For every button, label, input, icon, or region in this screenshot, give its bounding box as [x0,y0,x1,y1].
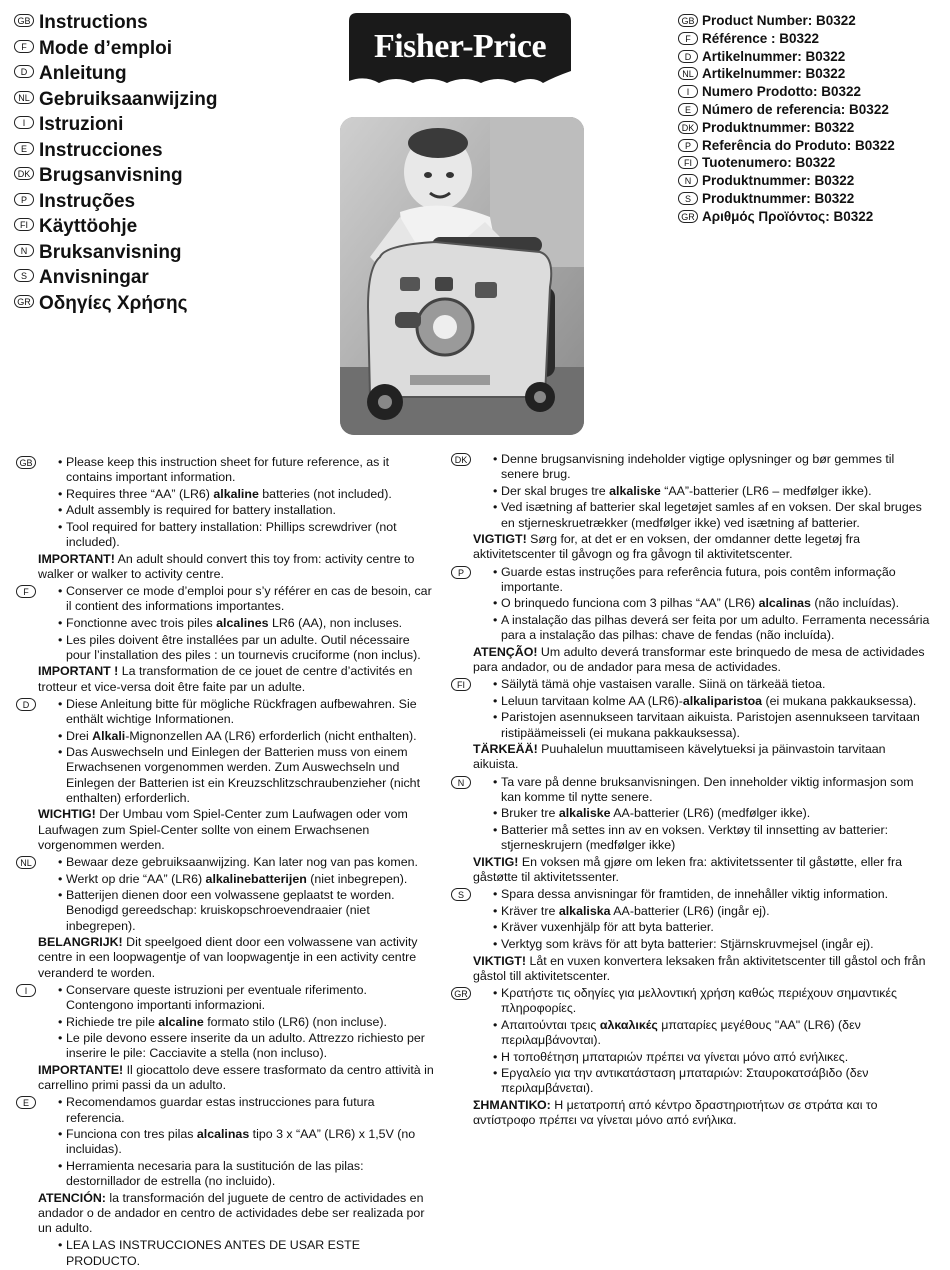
bullet-text: Batterijen dienen door een volwassene geplaatst te worden. Benodigd gereedschap: kruiskopschroevendraaier (niet inbegrepen). [66,888,395,933]
warning-paragraph [473,855,931,885]
bullet-text: Guarde estas instruções para referência futura, pois contêm informação importante. [501,564,896,594]
warning-label: WICHTIG! [38,807,96,822]
bullet-text: Le pile devono essere inserite da un adulto. Attrezzo richiesto per inserire le pile: Cacciavite a stella (non incluso). [66,1031,425,1061]
bullet-text-end: AA-batterier (LR6) (ingår ej). [610,903,770,918]
bullet-item [38,745,436,806]
warning-paragraph [38,1191,436,1237]
bullet-text: A instalação das pilhas deverá ser feita por um adulto. Ferramenta necessária para a instalação das pilhas: chave de fendas (não incluída). [501,612,930,643]
language-code-badge: E [678,103,698,116]
product-number [678,208,895,226]
warning-text: Sørg for, at det er en voksen, der omdanner dette legetøj fra aktivitetscenter til gåvogn og fra gåvogn til aktivitetscenter. [473,532,861,562]
language-code-badge: P [14,193,34,206]
bullet-text-end: μπαταρίες μεγέθους "AA" (LR6) (δεν περιλαμβάνονται). [501,1017,861,1047]
bullet-item [38,520,436,550]
product-number-list [678,12,895,226]
bullet-bold-text: alkaliska [558,903,611,918]
bullet-text: Paristojen asennukseen tarvitaan aikuista. Paristojen asennukseen tarvitaan ristipäämeisseli (ei mukana pakkauksessa). [501,710,920,740]
language-code-badge: P [678,139,698,152]
warning-text: Dit speelgoed dient door een volwassene van activity centre in een loopwagentje of van loopwagentje in een activity centre veranderd te worden. [38,935,418,980]
product-number [678,65,895,83]
language-code-badge: NL [14,91,34,104]
bullet-item [473,1066,931,1096]
bullet-item [473,904,931,919]
bullet-text: Please keep this instruction sheet for future reference, as it contains important information. [66,455,390,485]
bullet-item [473,775,931,805]
language-code-badge: D [16,698,36,711]
language-code-badge: GR [451,987,471,1000]
language-title [14,293,217,319]
bullet-text: Bruker tre [501,806,559,821]
warning-paragraph [473,645,931,675]
bullet-text-end: (niet inbegrepen). [306,871,408,886]
product-photo [340,117,584,435]
bullet-item [38,487,436,502]
language-code-badge: FI [678,156,698,169]
product-number [678,154,895,172]
bullet-bold-text: αλκαλικές [599,1017,658,1032]
language-code-badge: D [14,65,34,78]
bullet-bold-text: alkaliske [609,483,661,498]
bullet-item [473,452,931,482]
warning-text: Puuhalelun muuttamiseen kävelytueksi ja päinvastoin tarvitaan aikuista. [473,742,886,772]
warning-label: VIGTIGT! [473,532,527,547]
bullet-item [473,596,931,611]
bullet-text-end: (ei mukana pakkauksessa). [762,693,917,708]
language-code-badge: N [678,174,698,187]
bullet-text-end: LR6 (AA), non incluses. [268,615,403,630]
language-code-badge: S [678,192,698,205]
warning-text: Um adulto deverá transformar este brinquedo de mesa de actividades para andador, ou de andador para mesa de actividades. [473,644,925,674]
bullet-item [38,1159,436,1189]
warning-text: An adult should convert this toy from: activity centre to walker or walker to activity centre. [38,551,415,581]
language-title-text: Bruksanvisning [39,241,182,263]
bullet-item [473,500,931,530]
warning-paragraph [38,807,436,853]
bullet-bold-text: alkalinebatterijen [205,871,307,886]
bullet-text: Conservare queste istruzioni per eventuale riferimento. Contengono importanti informazioni. [66,982,367,1012]
bullet-text: Batterier må settes inn av en voksen. Verktøy til innsetting av batterier: stjerneskrujern (medfølger ikke) [501,822,889,853]
language-code-badge: GB [678,14,698,27]
language-title [14,63,217,89]
language-code-badge: GB [14,14,34,27]
bullet-item [473,806,931,821]
bullet-text-end: tipo 3 x “AA” (LR6) x 1,5V (no incluidas). [66,1127,416,1157]
bullet-text: Requires three “AA” (LR6) [66,486,214,501]
language-code-badge: NL [16,856,36,869]
bullet-item [473,937,931,952]
bullet-bold-text: alcalines [216,615,269,630]
product-number [678,119,895,137]
bullet-text: Εργαλείο για την αντικατάσταση μπαταριών: Σταυροκατσάβιδο (δεν περιλαμβάνεται). [501,1066,869,1096]
bullet-item [473,1050,931,1065]
warning-label: ΣΗΜΑΝΤΙΚΟ: [473,1097,551,1112]
instruction-section [451,677,931,772]
language-title [14,12,217,38]
language-code-badge: FI [451,678,471,691]
bullet-text: Werkt op drie “AA” (LR6) [66,871,206,886]
language-code-badge: I [14,116,34,129]
product-number-text: Numero Prodotto: B0322 [702,84,862,100]
bullet-text: Η τοποθέτηση μπαταριών πρέπει να γίνεται μόνο από ενήλικες. [501,1049,849,1064]
language-title-text: Mode d’emploi [39,37,172,59]
instructions-column-left [16,455,436,1270]
warning-label: VIKTIG! [473,854,519,869]
language-title-text: Anleitung [39,63,127,84]
language-title-text: Instructions [39,12,148,33]
bullet-item [473,986,931,1016]
language-title-text: Istruzioni [39,114,124,135]
product-number-text: Referência do Produto: B0322 [702,137,895,153]
warning-text: Der Umbau vom Spiel-Center zum Laufwagen oder vom Laufwagen zum Spiel-Center sollte von einem Erwachsenen vorgenommen werden. [38,807,408,852]
warning-paragraph [473,1098,931,1128]
language-title-text: Οδηγίες Χρήσης [39,292,188,314]
bullet-text-end: -Mignonzellen AA (LR6) erforderlich (nicht enthalten). [125,728,417,743]
bullet-item [473,823,931,853]
language-code-badge: F [16,585,36,598]
bullet-item [473,484,931,499]
warning-paragraph [473,742,931,772]
language-title [14,114,217,140]
product-number [678,12,895,30]
language-code-badge: FI [14,218,34,231]
language-title [14,191,217,217]
instruction-section [451,887,931,984]
warning-label: IMPORTANTE! [38,1062,124,1077]
bullet-bold-text: alcalinas [196,1127,250,1142]
bullet-text-end: (não incluídas). [810,596,900,611]
bullet-text: Verktyg som krävs för att byta batterier: Stjärnskruvmejsel (ingår ej). [501,936,874,951]
bullet-text-end: “AA”-batterier (LR6 – medfølger ikke). [660,483,872,498]
language-title [14,89,217,115]
bullet-item [473,920,931,935]
language-code-badge: GR [14,295,34,308]
bullet-item [473,710,931,740]
warning-text: Il giocattolo deve essere trasformato da centro attività in carrellino primi passi da un adulto. [38,1062,434,1093]
bullet-text: Kräver vuxenhjälp för att byta batterier. [501,920,714,935]
bullet-text: Richiede tre pile [66,1014,159,1029]
bullet-item [38,1031,436,1061]
instruction-section [451,452,931,563]
bullet-bold-text: Alkali [92,728,126,743]
instruction-section [451,986,931,1128]
product-number-text: Αριθμός Προϊόντος: B0322 [702,208,874,224]
bullet-text-end: formato stilo (LR6) (non incluse). [203,1014,387,1029]
bullet-item [473,694,931,709]
warning-paragraph [473,954,931,984]
bullet-text: Ved isætning af batterier skal legetøjet samles af en voksen. Der skal bruges en stjerneskruetrækker (medfølger ikke) ved isætning af batterier. [501,500,922,530]
bullet-text: Der skal bruges tre [501,483,610,498]
product-number [678,101,895,119]
bullet-text: Recomendamos guardar estas instrucciones para futura referencia. [66,1095,375,1125]
language-code-badge: DK [14,167,34,180]
bullet-item [473,677,931,692]
instruction-section [451,565,931,676]
bullet-text: Κρατήστε τις οδηγίες για μελλοντική χρήση καθώς περιέχουν σημαντικές πληροφορίες. [501,985,897,1016]
bullet-item [38,1015,436,1030]
bullet-text: Conserver ce mode d’emploi pour s’y référer en cas de besoin, car il contient des informations importantes. [66,584,432,614]
language-title [14,38,217,64]
product-number-text: Référence : B0322 [702,30,820,46]
bullet-item [38,633,436,663]
bullet-text: LEA LAS INSTRUCCIONES ANTES DE USAR ESTE PRODUCTO. [66,1238,361,1268]
language-code-badge: S [14,269,34,282]
bullet-item [473,1018,931,1048]
instruction-section [16,455,436,582]
warning-text: Η μετατροπή από κέντρο δραστηριοτήτων σε στράτα και το αντίστροφο πρέπει να γίνεται μόνο από ενήλικα. [473,1097,878,1128]
product-number [678,83,895,101]
language-code-badge: F [14,40,34,53]
bullet-text: O brinquedo funciona com 3 pilhas “AA” (LR6) [501,596,759,611]
bullet-item [38,616,436,631]
product-number-text: Product Number: B0322 [702,13,856,28]
instruction-section [16,855,436,981]
product-number [678,48,895,66]
language-code-badge: DK [678,121,698,134]
bullet-item [38,1095,436,1125]
language-title [14,216,217,242]
bullet-text: Das Auswechseln und Einlegen der Batterien muss von einem Erwachsenen vorgenommen werden. Zum Auswechseln und Einlegen der Batterien ist ein Kreuzschlitzschraubenzieher (nicht enthalten) erforderlich. [66,745,421,805]
bullet-item [38,729,436,744]
language-code-badge: N [451,776,471,789]
language-code-badge: S [451,888,471,901]
product-number [678,30,895,48]
bullet-text: Απαιτούνται τρεις [501,1017,600,1032]
bullet-item [38,983,436,1013]
language-title-text: Instrucciones [39,139,163,161]
bullet-text: Funciona con tres pilas [66,1127,197,1142]
bullet-item [473,613,931,643]
language-title-list [14,12,217,318]
language-title [14,242,217,268]
bullet-item [38,584,436,614]
warning-label: VIKTIGT! [473,953,526,968]
product-number-text: Produktnummer: B0322 [702,190,855,206]
product-number-text: Artikelnummer: B0322 [702,48,846,64]
fisher-price-logo [349,13,571,87]
language-code-badge: E [14,142,34,155]
warning-text: Låt en vuxen konvertera leksaken från aktivitetscenter till gåstol och från gåstol till aktivitetscenter. [473,953,926,983]
product-number [678,190,895,208]
bullet-item [473,565,931,595]
bullet-text-end: batteries (not included). [258,486,392,501]
instruction-section [451,775,931,886]
bullet-text: Denne brugsanvisning indeholder vigtige oplysninger og bør gemmes til senere brug. [501,452,895,482]
bullet-text: Diese Anleitung bitte für mögliche Rückfragen aufbewahren. Sie enthält wichtige Informationen. [66,696,417,726]
language-code-badge: N [14,244,34,257]
language-title-text: Instruções [39,190,136,212]
instruction-section [16,584,436,695]
language-code-badge: P [451,566,471,579]
product-number [678,172,895,190]
warning-text: La transformation de ce jouet de centre d’activités en trotteur et vice-versa doit être faite par un adulte. [38,664,413,694]
bullet-item [38,697,436,727]
bullet-text: Leluun tarvitaan kolme AA (LR6)- [501,693,683,708]
bullet-bold-text: alcalinas [758,596,811,611]
bullet-item [38,455,436,485]
bullet-item [473,887,931,902]
warning-label: IMPORTANT! [38,551,115,566]
bullet-item [38,888,436,934]
language-code-badge: DK [451,453,471,466]
warning-paragraph [473,532,931,562]
product-number-text: Tuotenumero: B0322 [702,155,836,171]
instructions-column-right [451,452,931,1130]
bullet-item [38,1127,436,1157]
warning-text: la transformación del juguete de centro de actividades en andador o de andador en centro de actividades debe ser realizada por un adulto. [38,1190,425,1236]
warning-label: BELANGRIJK! [38,935,123,950]
language-code-badge: I [16,984,36,997]
bullet-text: Drei [66,728,93,743]
warning-paragraph [38,1063,436,1093]
bullet-text: Adult assembly is required for battery installation. [66,503,336,518]
bullet-bold-text: alkaliparistoa [682,693,763,708]
warning-paragraph [38,552,436,582]
warning-label: IMPORTANT ! [38,664,119,679]
bullet-text: Herramienta necesaria para la sustitución de las pilas: destornillador de estrella (no incluido). [66,1158,364,1189]
language-title [14,267,217,293]
bullet-bold-text: alkaline [213,486,259,501]
logo-text: Fisher-Price [373,28,547,65]
language-title [14,165,217,191]
language-code-badge: F [678,32,698,45]
bullet-item [38,872,436,887]
language-code-badge: GR [678,210,698,223]
bullet-text: Les piles doivent être installées par un adulte. Outil nécessaire pour l’installation des piles : un tournevis cruciforme (non inclus). [66,632,421,662]
product-number-text: Produktnummer: B0322 [702,119,855,135]
product-number-text: Número de referencia: B0322 [702,101,889,117]
warning-label: TÄRKEÄÄ! [473,742,538,757]
warning-paragraph [38,935,436,981]
warning-text: En voksen må gjøre om leken fra: aktivitetssenter til gåstøtte, eller fra gåstøtte til aktivitetssenter. [473,854,903,884]
warning-label: ATENCIÓN: [38,1190,106,1205]
language-title-text: Anvisningar [39,267,149,288]
warning-paragraph [38,664,436,694]
product-number [678,137,895,155]
language-title [14,140,217,166]
bullet-text: Ta vare på denne bruksanvisningen. Den inneholder viktig informasjon som kan komme til nytte senere. [501,774,914,804]
bullet-item [38,855,436,870]
language-title-text: Gebruiksaanwijzing [39,88,218,110]
product-number-text: Produktnummer: B0322 [702,173,855,189]
bullet-text: Tool required for battery installation: Phillips screwdriver (not included). [66,519,397,550]
bullet-text-end: AA-batterier (LR6) (medfølger ikke). [610,806,811,821]
language-code-badge: D [678,50,698,63]
instruction-section [16,697,436,853]
language-title-text: Brugsanvisning [39,165,183,186]
bullet-text: Spara dessa anvisningar för framtiden, de innehåller viktig information. [501,887,889,902]
bullet-item [38,503,436,518]
bullet-bold-text: alcaline [158,1014,204,1029]
product-number-text: Artikelnummer: B0322 [702,66,846,82]
bullet-text: Säilytä tämä ohje vastaisen varalle. Siinä on tärkeää tietoa. [501,677,826,692]
language-code-badge: GB [16,456,36,469]
language-code-badge: NL [678,67,698,80]
instruction-section [16,983,436,1094]
warning-label: ATENÇÃO! [473,644,538,659]
bullet-text: Bewaar deze gebruiksaanwijzing. Kan later nog van pas komen. [66,854,418,869]
language-code-badge: E [16,1096,36,1109]
bullet-bold-text: alkaliske [558,806,611,821]
bullet-text: Kräver tre [501,903,559,918]
language-title-text: Käyttöohje [39,216,138,237]
language-code-badge: I [678,85,698,98]
bullet-text: Fonctionne avec trois piles [66,615,217,630]
